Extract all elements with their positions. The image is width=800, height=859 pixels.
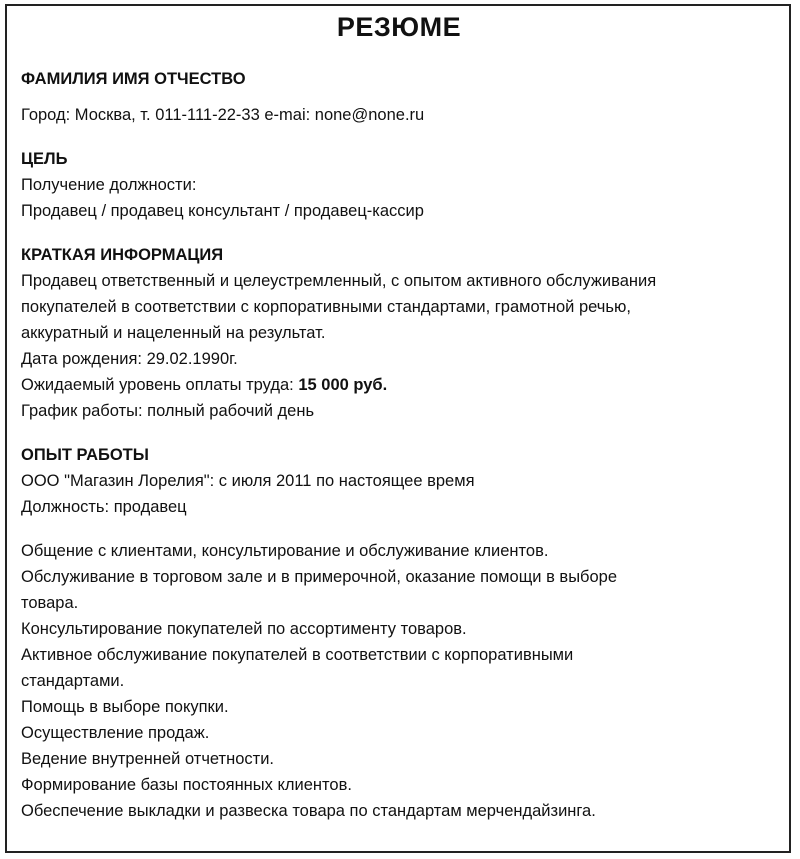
- duty-item: товара.: [21, 594, 79, 612]
- salary-value: 15 000 руб.: [298, 376, 388, 394]
- salary-label: Ожидаемый уровень оплаты труда:: [21, 376, 299, 394]
- duty-item: Ведение внутренней отчетности.: [21, 750, 275, 768]
- experience-heading: ОПЫТ РАБОТЫ: [21, 446, 149, 464]
- duty-item: Общение с клиентами, консультирование и обслуживание клиентов.: [21, 542, 549, 560]
- expected-salary: [21, 372, 777, 398]
- experience-company: ООО "Магазин Лорелия": с июля 2011 по настоящее время: [21, 472, 475, 490]
- duties-list: [21, 538, 777, 824]
- work-schedule: График работы: полный рабочий день: [21, 402, 315, 420]
- duty-item: Помощь в выборе покупки.: [21, 698, 229, 716]
- duty-item: Консультирование покупателей по ассортименту товаров.: [21, 620, 467, 638]
- summary-line-3: аккуратный и нацеленный на результат.: [21, 324, 326, 342]
- experience-position: Должность: продавец: [21, 498, 187, 516]
- resume-document: [5, 4, 791, 853]
- duty-item: Осуществление продаж.: [21, 724, 210, 742]
- duty-item: Обеспечение выкладки и развеска товара по стандартам мерчендайзинга.: [21, 802, 596, 820]
- goal-heading: ЦЕЛЬ: [21, 150, 68, 168]
- duty-item: Формирование базы постоянных клиентов.: [21, 776, 352, 794]
- resume-title: РЕЗЮМЕ: [336, 12, 462, 42]
- duty-item: Активное обслуживание покупателей в соответствии с корпоративными: [21, 646, 574, 664]
- full-name: ФАМИЛИЯ ИМЯ ОТЧЕСТВО: [21, 70, 246, 88]
- summary-line-1: Продавец ответственный и целеустремленный, с опытом активного обслуживания: [21, 272, 657, 290]
- duty-item: Обслуживание в торговом зале и в примерочной, оказание помощи в выборе: [21, 568, 618, 586]
- summary-line-2: покупателей в соответствии с корпоративными стандартами, грамотной речью,: [21, 298, 631, 316]
- summary-heading: КРАТКАЯ ИНФОРМАЦИЯ: [21, 246, 224, 264]
- goal-line-2: Продавец / продавец консультант / продавец-кассир: [21, 202, 424, 220]
- duty-item: стандартами.: [21, 672, 125, 690]
- birth-date: Дата рождения: 29.02.1990г.: [21, 350, 238, 368]
- goal-line-1: Получение должности:: [21, 176, 197, 194]
- contact-info: Город: Москва, т. 011-111-22-33 e-mai: none@none.ru: [21, 106, 425, 124]
